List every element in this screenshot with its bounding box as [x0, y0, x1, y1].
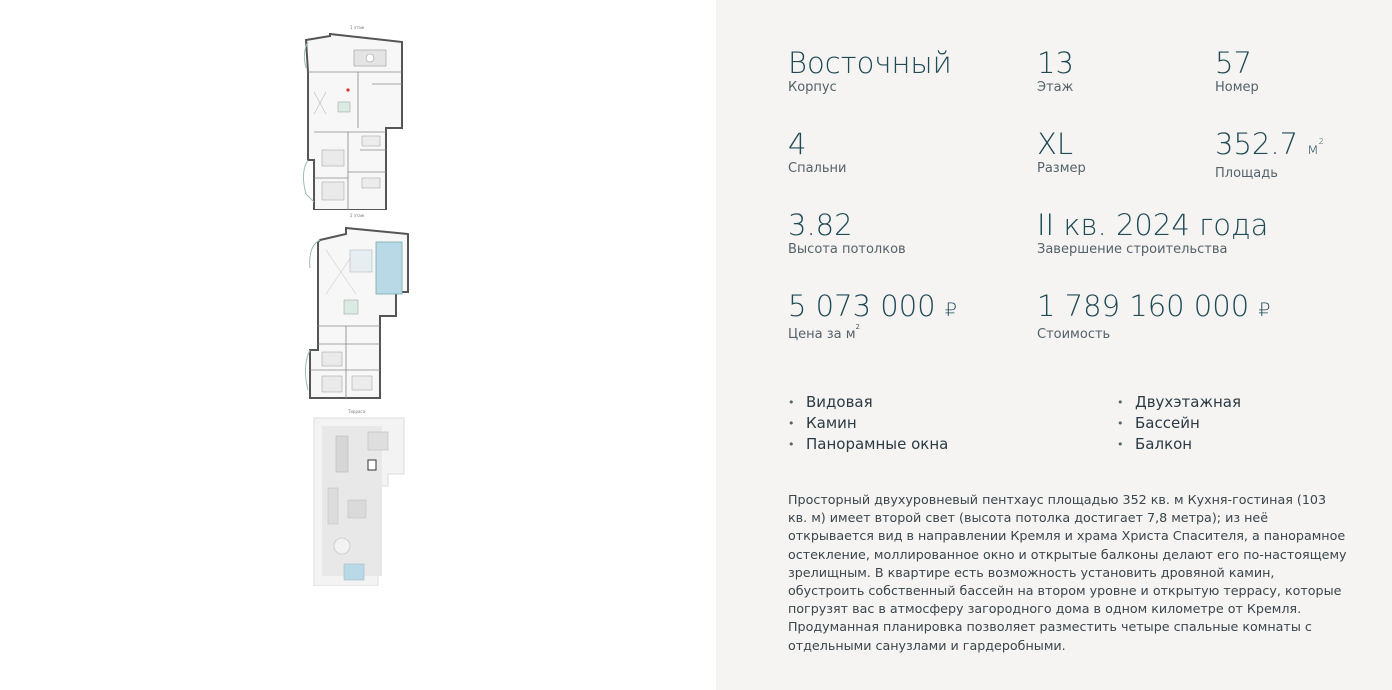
- description: Просторный двухуровневый пентхаус площадью 352 кв. м Кухня-гостиная (103 кв. м) имеет второй свет (высота потолка достигает 7,8 метра); из неё открывается вид в направлении Кремля и храма Христа Спасителя, а панорамное остекление, моллированное окно и открытые балконы делают его по-настоящему зрелищным. В квартире есть возможность установить дровяной камин, обустроить собственный бассейн на втором уровне и открытую террасу, которые погрузят вас в атмосферу загородного дома в одном километре от Кремля. Продуманная планировка позволяет разместить четыре спальные комнаты с отдельными санузлами и гардеробными.: [788, 492, 1347, 653]
- cost-label: Стоимость: [1037, 327, 1111, 342]
- building-value: Восточный: [788, 46, 952, 80]
- spec-completion: [1037, 210, 1268, 257]
- area-unit-sup: 2: [1318, 137, 1324, 146]
- price-per-m-label: Цена за м: [788, 327, 856, 342]
- spec-floor: [1037, 48, 1074, 95]
- ceiling-label: Высота потолков: [788, 242, 906, 257]
- floor1-label: 1 этаж: [350, 25, 365, 30]
- completion-value: II кв. 2024 года: [1037, 208, 1269, 242]
- features-list-right: [1117, 392, 1241, 455]
- terrace-label: Терраса: [348, 409, 366, 414]
- spec-number: [1215, 48, 1259, 95]
- spec-building: [788, 48, 952, 95]
- size-value: XL: [1037, 127, 1074, 161]
- bedrooms-label: Спальни: [788, 161, 847, 176]
- feature-item: • Видовая: [788, 392, 948, 413]
- ruble-icon: ₽: [1258, 299, 1271, 321]
- size-label: Размер: [1037, 161, 1086, 176]
- spec-area: [1215, 129, 1324, 181]
- feature-item: • Бассейн: [1117, 413, 1241, 434]
- number-value: 57: [1215, 46, 1252, 80]
- feature-item: • Камин: [788, 413, 948, 434]
- area-unit: м: [1307, 140, 1319, 158]
- floor2-plan[interactable]: [300, 220, 415, 400]
- features-list-left: [788, 392, 948, 455]
- price-per-m-label-sup: 2: [855, 323, 860, 331]
- spec-cost: [1037, 291, 1270, 342]
- area-value: 352.7: [1215, 127, 1299, 161]
- spec-price-per-m: [788, 291, 957, 342]
- ruble-icon: ₽: [944, 299, 957, 321]
- feature-item: • Панорамные окна: [788, 434, 948, 455]
- price-per-m-value: 5 073 000: [788, 289, 936, 323]
- feature-item: • Балкон: [1117, 434, 1241, 455]
- floor2-label: 2 этаж: [350, 213, 365, 218]
- spec-bedrooms: [788, 129, 846, 176]
- building-label: Корпус: [788, 80, 837, 95]
- number-label: Номер: [1215, 80, 1259, 95]
- ceiling-value: 3.82: [788, 208, 853, 242]
- floor-value: 13: [1037, 46, 1074, 80]
- cost-value: 1 789 160 000: [1037, 289, 1250, 323]
- feature-item: • Двухэтажная: [1117, 392, 1241, 413]
- terrace-plan[interactable]: [308, 414, 408, 586]
- completion-label: Завершение строительства: [1037, 242, 1228, 257]
- spec-ceiling: [788, 210, 906, 257]
- bedrooms-value: 4: [788, 127, 807, 161]
- floor1-plan[interactable]: [300, 32, 410, 210]
- floor-label: Этаж: [1037, 80, 1074, 95]
- spec-size: [1037, 129, 1086, 176]
- area-label: Площадь: [1215, 166, 1278, 181]
